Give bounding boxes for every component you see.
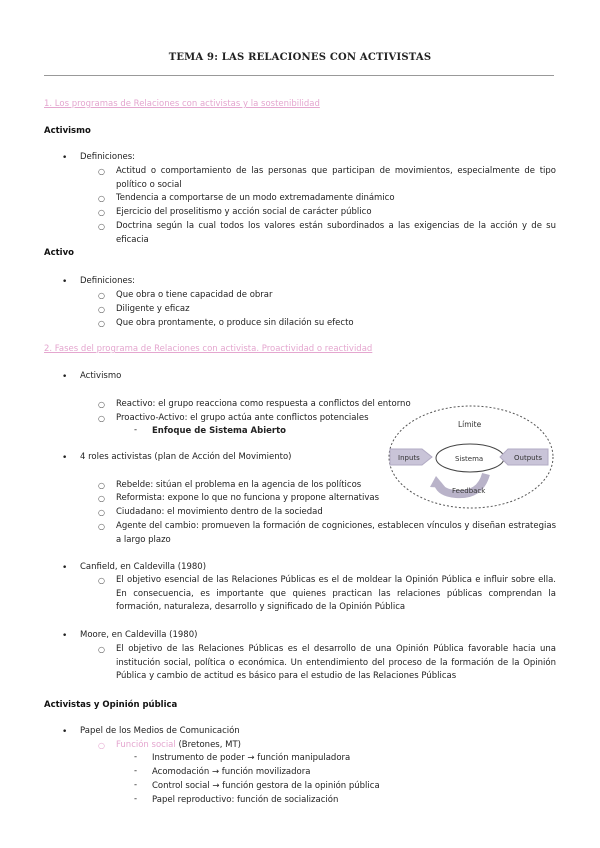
moore-quote: El objetivo de las Relaciones Públicas es el desarrollo de una Opinión Pública favorable hacia una institución social, política o económica. Un entendimiento del proceso de la formación de la Opinión Pública y cambio de actitud es básico para el estudio de las Relaciones Públicas xyxy=(116,644,556,681)
limite-label: Límite xyxy=(458,420,482,429)
heading-activismo: Activismo xyxy=(44,126,91,136)
circle-bullet-icon: ○ xyxy=(98,400,105,409)
circle-bullet-icon: ○ xyxy=(98,305,105,314)
definition-item: Que obra o tiene capacidad de obrar xyxy=(116,290,273,300)
circle-bullet-icon: ○ xyxy=(98,576,105,585)
funcion-social-source: (Bretones, MT) xyxy=(175,740,241,750)
dash-icon: - xyxy=(134,766,138,776)
moore-label: Moore, en Caldevilla (1980) xyxy=(80,630,198,640)
dash-icon: - xyxy=(134,780,138,790)
funcion-social-line xyxy=(116,739,241,753)
circle-bullet-icon: ○ xyxy=(98,494,105,503)
reactivo-item: Reactivo: el grupo reacciona como respuesta a conflictos del entorno xyxy=(116,399,411,409)
feedback-arrowhead-icon xyxy=(430,476,446,488)
definiciones-label: Definiciones: xyxy=(80,276,136,286)
bullet-icon: • xyxy=(62,727,68,737)
section-2-heading[interactable]: 2. Fases del programa de Relaciones con activista. Proactividad o reactividad xyxy=(44,344,373,354)
funcion-item: Acomodación → función movilizadora xyxy=(152,767,311,777)
circle-bullet-icon: ○ xyxy=(98,194,105,203)
page-title: TEMA 9: LAS RELACIONES CON ACTIVISTAS xyxy=(168,52,432,63)
activismo-item: Activismo xyxy=(80,371,122,381)
circle-bullet-icon: ○ xyxy=(98,645,105,654)
role-item: Agente del cambio: promueven la formación de cogniciones, establecen vínculos y diseñan estrategias a largo plazo xyxy=(116,521,556,545)
heading-activo: Activo xyxy=(44,248,74,258)
definition-item: Tendencia a comportarse de un modo extremadamente dinámico xyxy=(116,193,395,203)
definiciones-label: Definiciones: xyxy=(80,152,136,162)
circle-bullet-icon: ○ xyxy=(98,291,105,300)
dash-icon: - xyxy=(134,752,138,762)
definition-item: Actitud o comportamiento de las personas que participan de movimientos, especialmente de tipo político o social xyxy=(116,166,556,190)
roles-label: 4 roles activistas (plan de Acción del Movimiento) xyxy=(80,452,292,462)
bullet-icon: • xyxy=(62,372,68,382)
circle-bullet-icon: ○ xyxy=(98,208,105,217)
heading-activistas-opinion: Activistas y Opinión pública xyxy=(44,700,178,710)
bullet-icon: • xyxy=(62,453,68,463)
feedback-label: Feedback xyxy=(452,487,486,495)
circle-bullet-icon: ○ xyxy=(98,741,105,750)
definition-item: Diligente y eficaz xyxy=(116,304,190,314)
dash-icon: - xyxy=(134,794,138,804)
bullet-icon: • xyxy=(62,153,68,163)
funcion-item: Control social → función gestora de la opinión pública xyxy=(152,781,380,791)
outputs-label: Outputs xyxy=(514,454,542,462)
circle-bullet-icon: ○ xyxy=(98,508,105,517)
funcion-item: Papel reproductivo: función de socialización xyxy=(152,795,339,805)
bullet-icon: • xyxy=(62,563,68,573)
role-item: Reformista: expone lo que no funciona y propone alternativas xyxy=(116,493,380,503)
circle-bullet-icon: ○ xyxy=(98,414,105,423)
proactivo-item: Proactivo-Activo: el grupo actúa ante conflictos potenciales xyxy=(116,413,369,423)
definition-item: Ejercicio del proselitismo y acción social de carácter público xyxy=(116,207,372,217)
funcion-item: Instrumento de poder → función manipuladora xyxy=(152,753,351,763)
definition-item: Que obra prontamente, o produce sin dilación su efecto xyxy=(116,318,354,328)
bullet-icon: • xyxy=(62,631,68,641)
sistema-label: Sistema xyxy=(455,455,484,463)
papel-label: Papel de los Medios de Comunicación xyxy=(80,726,240,736)
enfoque-item: Enfoque de Sistema Abierto xyxy=(152,426,286,436)
definition-item: Doctrina según la cual todos los valores están subordinados a las exigencias de la acción y de su eficacia xyxy=(116,221,556,245)
canfield-label: Canfield, en Caldevilla (1980) xyxy=(80,562,207,572)
dash-icon: - xyxy=(134,425,138,435)
section-1-heading[interactable]: 1. Los programas de Relaciones con activistas y la sostenibilidad xyxy=(44,99,320,109)
role-item: Ciudadano: el movimiento dentro de la sociedad xyxy=(116,507,323,517)
circle-bullet-icon: ○ xyxy=(98,481,105,490)
open-system-diagram xyxy=(386,400,556,510)
role-item: Rebelde: sitúan el problema en la agencia de los políticos xyxy=(116,480,362,490)
funcion-social-term: Función social xyxy=(116,740,176,750)
canfield-quote: El objetivo esencial de las Relaciones Públicas es el de moldear la Opinión Pública e influir sobre ella. En consecuencia, es importante que quienes practican las relaciones públicas comprendan la formación, naturaleza, desarrollo y significado de la Opinión Pública xyxy=(116,575,556,612)
inputs-label: Inputs xyxy=(398,454,420,462)
bullet-icon: • xyxy=(62,277,68,287)
title-divider xyxy=(44,75,554,76)
circle-bullet-icon: ○ xyxy=(98,319,105,328)
circle-bullet-icon: ○ xyxy=(98,222,105,231)
circle-bullet-icon: ○ xyxy=(98,167,105,176)
circle-bullet-icon: ○ xyxy=(98,522,105,531)
